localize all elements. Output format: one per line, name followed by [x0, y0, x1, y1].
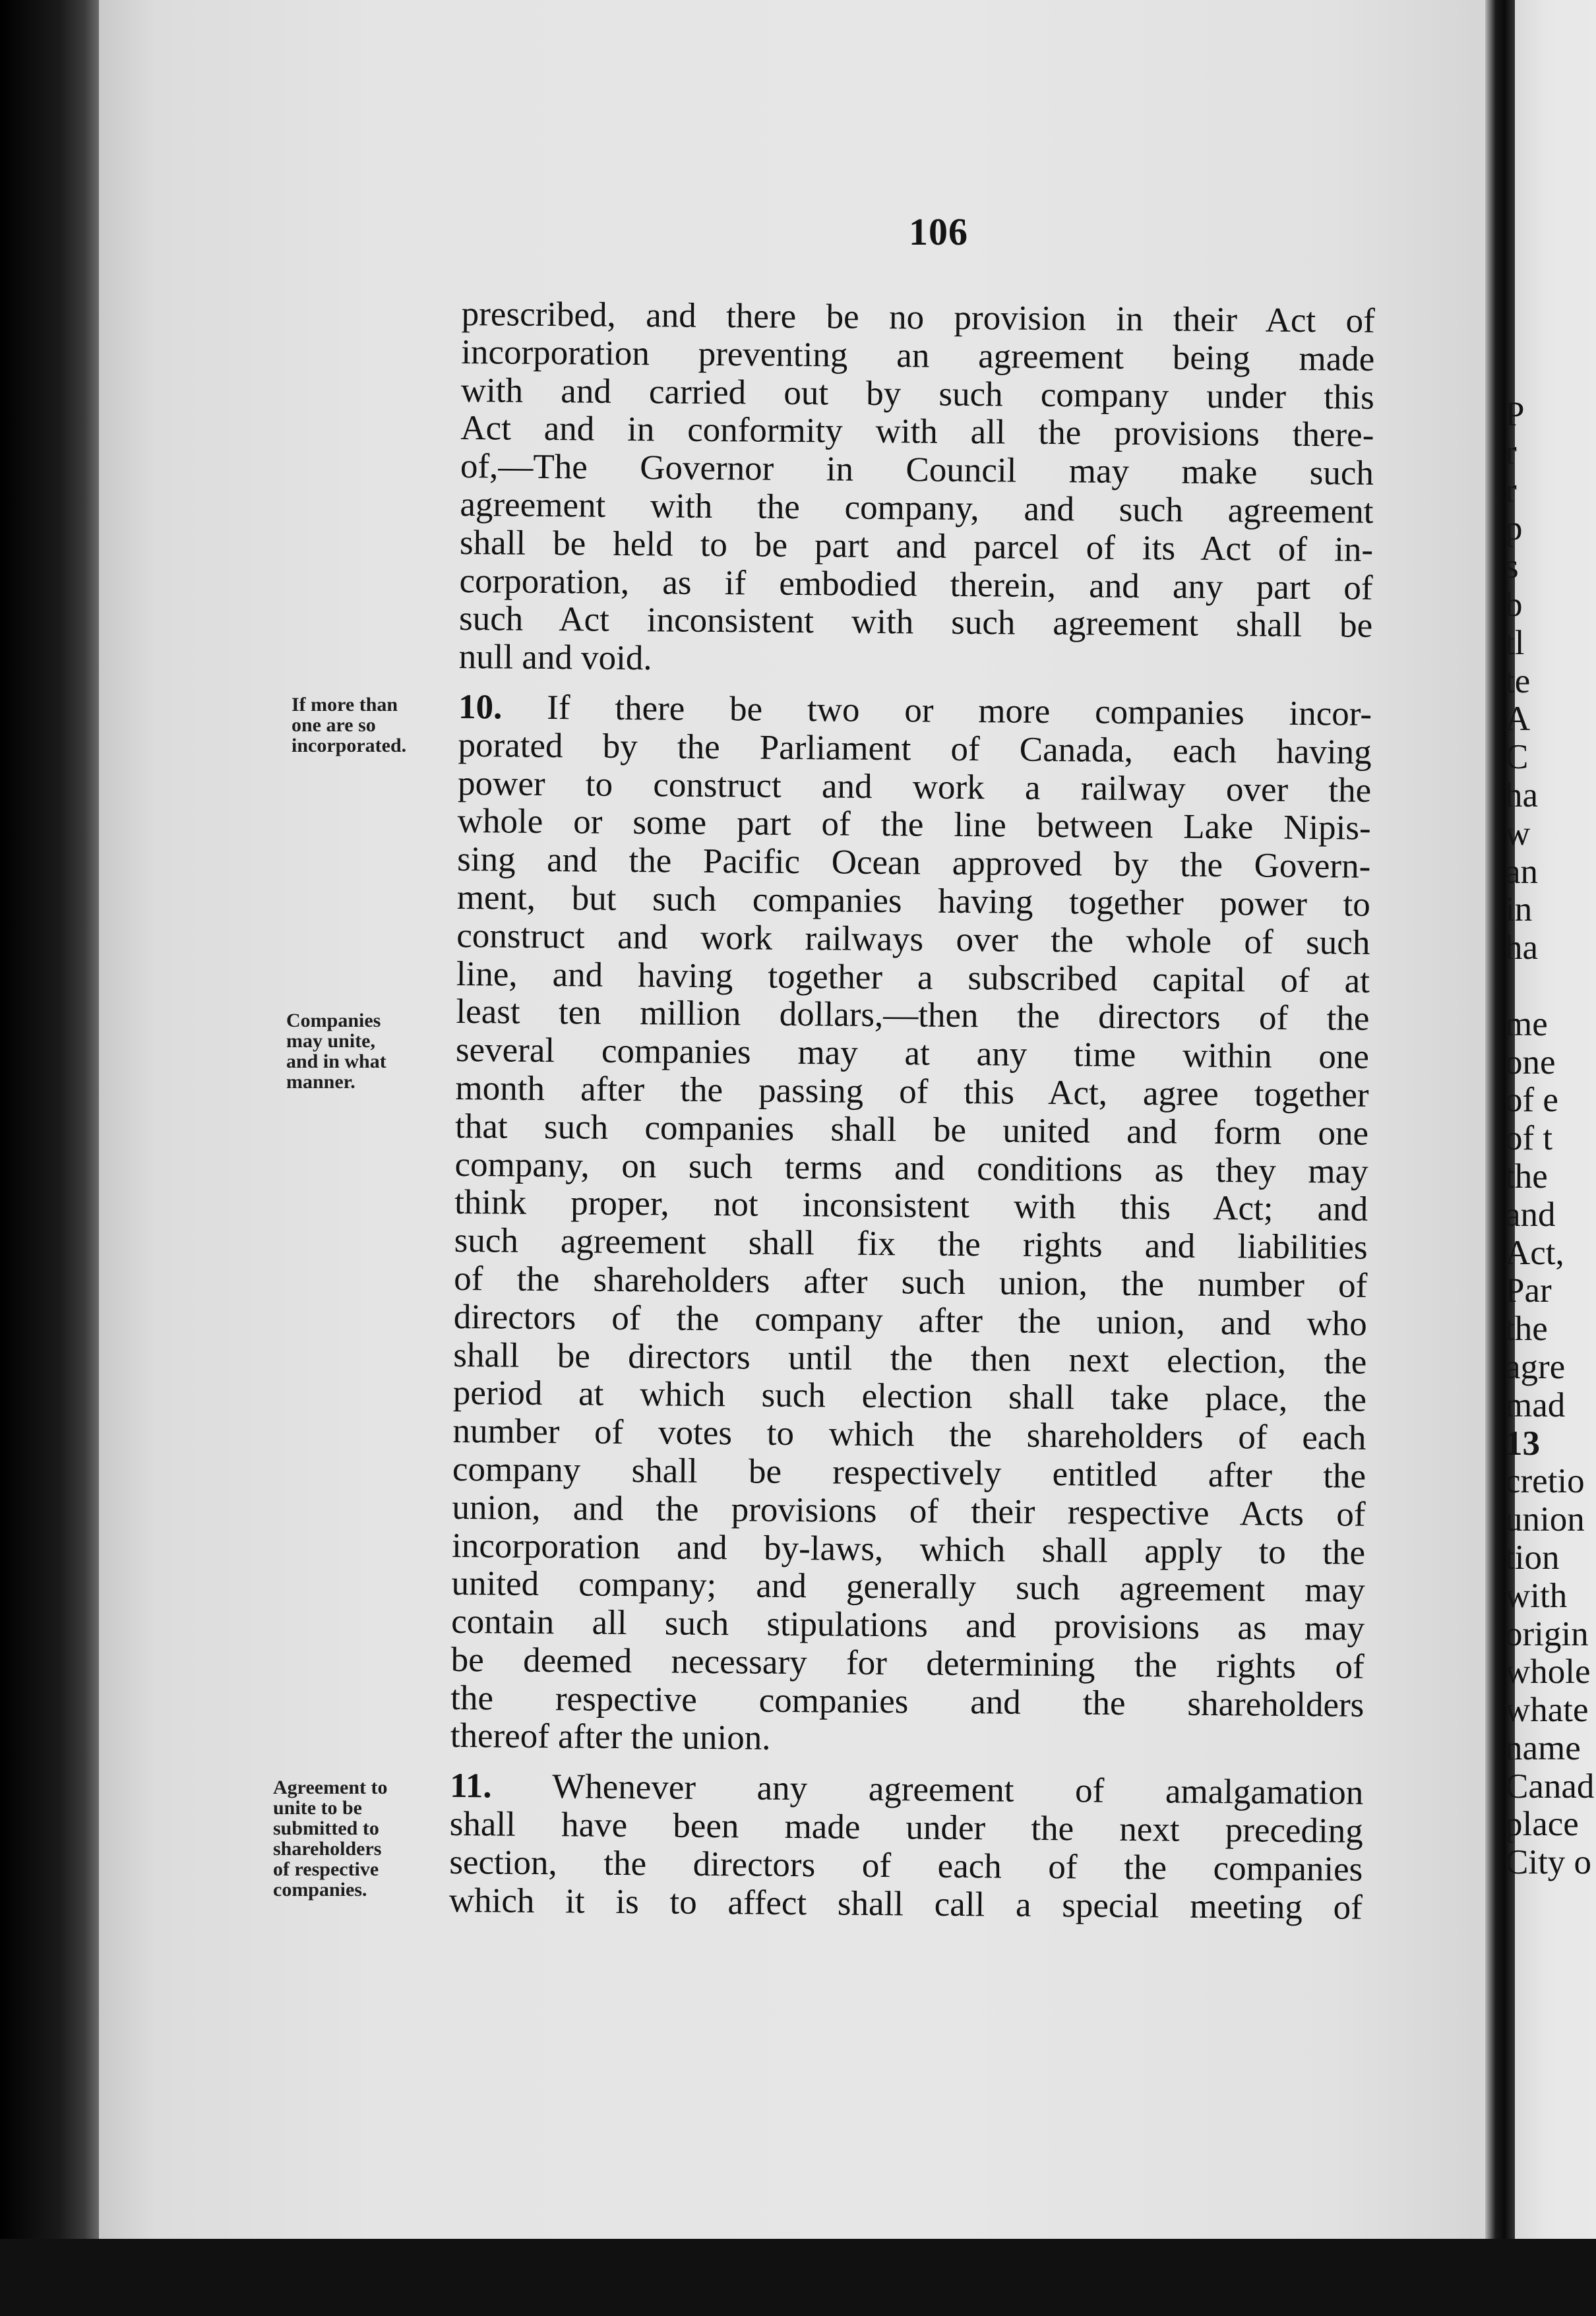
next-page-fragment: union	[1505, 1500, 1585, 1539]
next-page-fragment: Par	[1505, 1271, 1552, 1310]
text-line: with and carried out by such company under this	[460, 371, 1375, 417]
margin-note-line: one are so	[292, 714, 376, 736]
next-page-fragment: ha	[1505, 929, 1539, 967]
next-page-fragment: origin	[1505, 1614, 1589, 1653]
margin-note-line: If more than	[292, 694, 398, 716]
next-page-fragment: s	[1505, 547, 1519, 586]
next-page-fragment: r	[1505, 433, 1517, 472]
text-line: union, and the provisions of their respective Acts of	[452, 1488, 1366, 1534]
margin-note-companies-unite	[286, 1010, 386, 1092]
text-line: month after the passing of this Act, agree together	[455, 1068, 1369, 1114]
next-page-fragment: an	[1505, 852, 1539, 891]
next-page-fragment: r	[1505, 471, 1517, 510]
text-line: shall have been made under the next preceding	[449, 1805, 1363, 1850]
text-fragment: Whenever any agreement of amalgamation	[552, 1767, 1364, 1813]
next-page-fragment: in	[1505, 890, 1533, 929]
text-line: the respective companies and the shareholders	[450, 1678, 1365, 1724]
text-line: Act and in conformity with all the provisions there-	[460, 409, 1374, 455]
text-line: contain all such stipulations and provisions as may	[450, 1602, 1365, 1648]
next-page-fragment: one	[1505, 1043, 1556, 1082]
margin-note-line: submitted to	[273, 1817, 379, 1839]
next-page-fragment: of e	[1505, 1081, 1558, 1120]
paragraph-continuation	[458, 295, 1374, 684]
text-line: several companies may at any time within one	[455, 1031, 1370, 1076]
scan-bottom-border	[0, 2239, 1596, 2316]
body-text	[449, 295, 1375, 1927]
text-line: period at which such election shall take place, the	[452, 1374, 1367, 1420]
margin-note-incorporated	[292, 694, 406, 756]
margin-note-line: companies.	[273, 1879, 367, 1901]
next-page-fragment: the	[1505, 1157, 1548, 1196]
next-page-fragment: Act,	[1505, 1233, 1564, 1272]
text-line: porated by the Parliament of Canada, each having	[458, 725, 1372, 772]
margin-note-line: and in what	[286, 1051, 386, 1072]
text-line: sing and the Pacific Ocean approved by the Govern-	[457, 840, 1371, 886]
next-page-fragment: C	[1505, 738, 1529, 777]
section-number: 10.	[458, 687, 503, 727]
margin-note-agreement-submitted	[273, 1777, 388, 1900]
next-page-fragment: ha	[1505, 776, 1539, 814]
text-line: directors of the company after the union, and who	[453, 1297, 1368, 1343]
next-page-fragment: cretio	[1505, 1462, 1585, 1501]
text-fragment: If there be two or more companies incor-	[546, 688, 1372, 733]
next-page-fragment: place	[1505, 1805, 1579, 1844]
next-page-fragment: tion	[1505, 1538, 1560, 1577]
text-line: ment, but such companies having together power to	[456, 878, 1371, 924]
next-page-fragment: whate	[1505, 1691, 1589, 1730]
margin-note-line: incorporated.	[292, 735, 407, 756]
next-page-fragment: tl	[1505, 623, 1525, 662]
page-number: 106	[909, 210, 968, 253]
next-page-fragment: 13	[1505, 1424, 1540, 1463]
text-line: incorporation and by-laws, which shall apply to the	[451, 1526, 1366, 1572]
section-11	[449, 1767, 1364, 1927]
next-page-fragment: whole	[1505, 1653, 1591, 1691]
binding-edge	[0, 0, 99, 2316]
next-page-fragment: agre	[1505, 1347, 1566, 1386]
text-line: prescribed, and there be no provision in their Act of	[461, 295, 1375, 340]
margin-note-line: Companies	[286, 1010, 381, 1031]
text-line: such Act inconsistent with such agreement shall be	[458, 599, 1373, 646]
margin-note-line: may unite,	[286, 1030, 375, 1052]
next-page-fragment: A	[1505, 700, 1531, 739]
next-page-fragment: me	[1505, 1004, 1548, 1043]
text-line: company, on such terms and conditions as they may	[454, 1145, 1368, 1191]
margin-note-line: of respective	[273, 1858, 379, 1880]
next-page-fragment: and	[1505, 1195, 1556, 1234]
next-page-fragment: w	[1505, 814, 1531, 853]
text-line: null and void.	[458, 638, 652, 678]
text-line: that such companies shall be united and form one	[454, 1107, 1369, 1153]
text-line: agreement with the company, and such agreement	[460, 485, 1374, 531]
next-page-fragment: p	[1505, 509, 1523, 548]
text-line: such agreement shall fix the rights and liabilities	[454, 1221, 1368, 1267]
next-page-fragment: with	[1505, 1576, 1568, 1615]
text-line: power to construct and work a railway over the	[457, 764, 1372, 810]
text-line: shall be held to be part and parcel of its Act of in-	[459, 523, 1374, 569]
text-line: line, and having together a subscribed capital of at	[456, 954, 1370, 1000]
text-line: thereof after the union.	[450, 1717, 771, 1758]
text-line: shall be directors until the then next election, the	[453, 1335, 1367, 1382]
next-page-fragment: b	[1505, 585, 1523, 624]
text-line: which it is to affect shall call a special meeting of	[448, 1881, 1363, 1927]
next-page-fragment	[1505, 967, 1596, 1006]
next-page-fragment: City o	[1505, 1843, 1592, 1882]
text-line: of,—The Governor in Council may make such	[460, 447, 1374, 493]
section-number: 11.	[450, 1767, 492, 1806]
text-line: corporation, as if embodied therein, and any part of	[459, 561, 1373, 607]
margin-note-line: manner.	[286, 1071, 355, 1093]
next-page-fragment: the	[1505, 1310, 1548, 1349]
text-line: least ten million dollars,—then the directors of the	[456, 992, 1370, 1039]
text-line: united company; and generally such agreement may	[451, 1564, 1365, 1610]
next-page-fragment: P	[1505, 396, 1525, 433]
section-10	[450, 688, 1372, 1763]
next-page-fragment: of t	[1505, 1119, 1553, 1158]
text-line: number of votes to which the shareholders of each	[452, 1412, 1366, 1457]
next-page-fragment: mad	[1505, 1386, 1566, 1424]
margin-note-line: unite to be	[273, 1797, 362, 1819]
next-page-fragment: name	[1505, 1728, 1581, 1767]
margin-note-line: Agreement to	[273, 1777, 388, 1798]
text-line: of the shareholders after such union, the number of	[454, 1259, 1368, 1305]
next-page-fragment: te	[1505, 661, 1531, 700]
text-line: construct and work railways over the whole of such	[456, 916, 1370, 962]
text-line: company shall be respectively entitled after the	[452, 1449, 1366, 1496]
text-line: think proper, not inconsistent with this Act; and	[454, 1183, 1368, 1229]
text-line: whole or some part of the line between Lake Nipis-	[457, 802, 1371, 848]
next-page-fragment: Canad	[1505, 1767, 1595, 1806]
next-page-text-fragments	[1505, 396, 1596, 1882]
margin-note-line: shareholders	[273, 1838, 382, 1860]
text-line: be deemed necessary for determining the rights of	[450, 1640, 1365, 1686]
text-line: incorporation preventing an agreement being made	[461, 332, 1375, 379]
text-line: section, the directors of each of the companies	[449, 1843, 1363, 1889]
